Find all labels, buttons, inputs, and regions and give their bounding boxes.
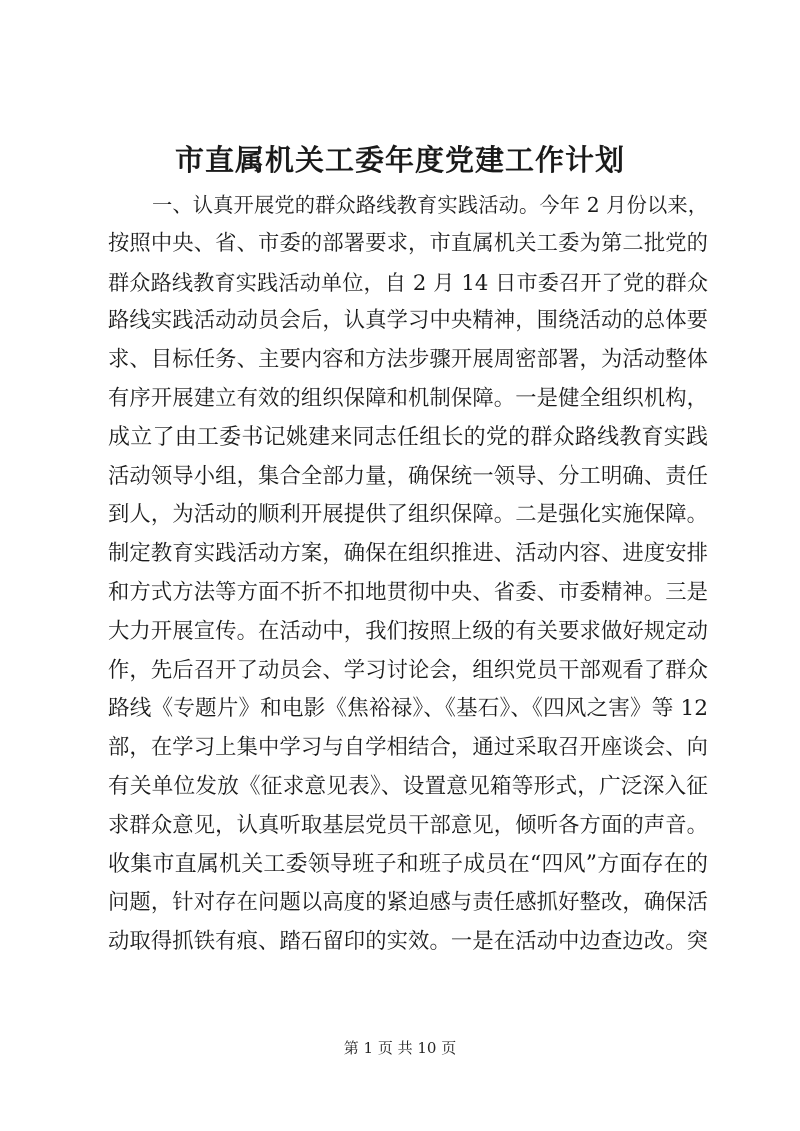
body-line-4: 路线实践活动动员会后，认真学习中央精神，围绕活动的总体要 [108,308,708,334]
body-line-13: 作，先后召开了动员会、学习讨论会，组织党员干部观看了群众 [108,657,708,683]
body-line-1: 一、认真开展党的群众路线教育实践活动。今年 2 月份以来， [152,193,708,217]
body-line-5: 求、目标任务、主要内容和方法步骤开展周密部署，为活动整体 [108,347,708,373]
body-line-16: 有关单位发放《征求意见表》、设置意见箱等形式，广泛深入征 [108,773,708,799]
body-line-14: 路线《专题片》和电影《焦裕禄》、《基石》、《四风之害》等 12 [108,696,708,722]
body-line-12: 大力开展宣传。在活动中，我们按照上级的有关要求做好规定动 [108,618,708,644]
body-line-10: 制定教育实践活动方案，确保在组织推进、活动内容、进度安排 [108,541,708,567]
body-line-7: 成立了由工委书记姚建来同志任组长的党的群众路线教育实践 [108,424,708,450]
body-line-17: 求群众意见，认真听取基层党员干部意见，倾听各方面的声音。 [108,812,708,838]
body-line-11: 和方式方法等方面不折不扣地贯彻中央、省委、市委精神。三是 [108,579,708,605]
body-line-20: 动取得抓铁有痕、踏石留印的实效。一是在活动中边查边改。突 [108,929,708,955]
body-line-2: 按照中央、省、市委的部署要求，市直属机关工委为第二批党的 [108,230,708,256]
page-number-footer: 第 1 页 共 10 页 [343,1039,457,1057]
document-title: 市直属机关工委年度党建工作计划 [174,143,625,177]
body-line-15: 部，在学习上集中学习与自学相结合，通过采取召开座谈会、向 [108,735,708,761]
body-line-9: 到人，为活动的顺利开展提供了组织保障。二是强化实施保障。 [108,502,708,528]
body-line-3: 群众路线教育实践活动单位，自 2 月 14 日市委召开了党的群众 [108,269,708,295]
body-line-19: 问题，针对存在问题以高度的紧迫感与责任感抓好整改，确保活 [108,890,708,916]
body-line-6: 有序开展建立有效的组织保障和机制保障。一是健全组织机构， [108,385,708,411]
body-line-18: 收集市直属机关工委领导班子和班子成员在“四风”方面存在的 [108,851,708,877]
body-line-8: 活动领导小组，集合全部力量，确保统一领导、分工明确、责任 [108,463,708,489]
document-body [108,186,708,962]
